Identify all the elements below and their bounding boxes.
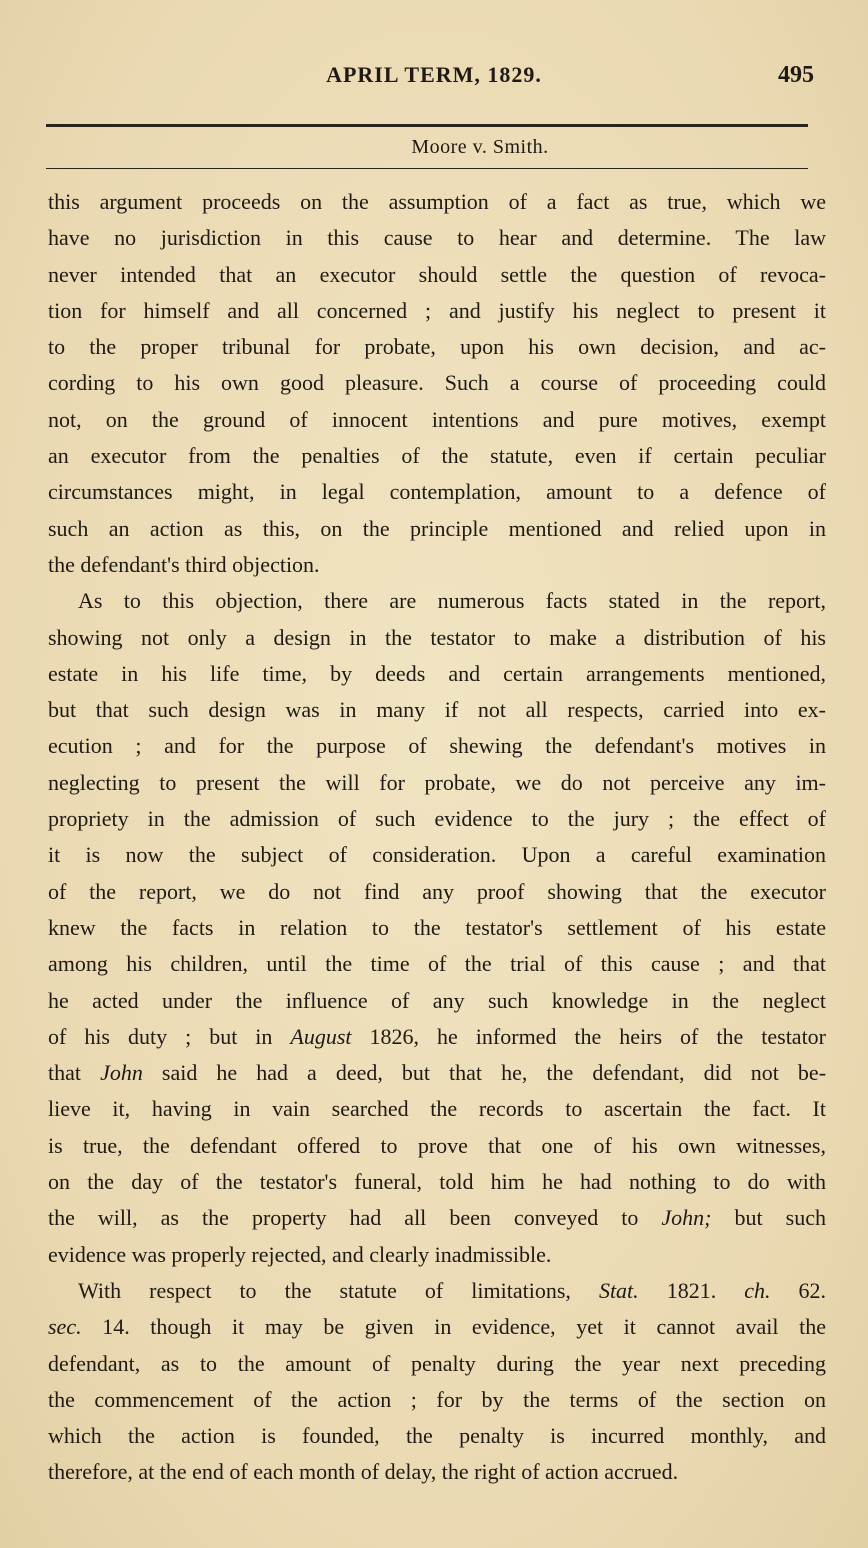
text-line: ecution ; and for the purpose of shewing the defendant's motives in [48,733,826,759]
text-line: propriety in the admission of such evidence to the jury ; the effect of [48,806,826,832]
header-rule-bottom [46,168,808,169]
text-line: but that such design was in many if not all respects, carried into ex- [48,697,826,723]
text-line: among his children, until the time of the trial of this cause ; and that [48,951,826,977]
text-line: showing not only a design in the testator to make a distribution of his [48,624,826,650]
text-segment: 1826, he informed the heirs of the testator [369,1023,827,1049]
text-line: never intended that an executor should settle the question of revoca- [48,261,826,287]
italic-text: John [100,1060,143,1086]
text-line: tion for himself and all concerned ; and justify his neglect to present it [48,297,826,323]
text-line: not, on the ground of innocent intentions and pure motives, exempt [48,406,826,432]
text-line: on the day of the testator's funeral, told him he had nothing to do with [48,1169,826,1195]
text-segment: of his duty ; but in [48,1023,273,1049]
text-line: knew the facts in relation to the testator's settlement of his estate [48,914,826,940]
text-line [48,1273,826,1309]
text-segment: the will, as the property had all been conveyed to [48,1205,639,1231]
running-title: APRIL TERM, 1829. [326,62,542,87]
text-line: the commencement of the action ; for by the terms of the section on [48,1386,826,1412]
text-line: an executor from the penalties of the statute, even if certain peculiar [48,443,826,469]
text-line: is true, the defendant offered to prove that one of his own witnesses, [48,1132,826,1158]
text-segment: that [48,1060,81,1086]
text-line: lieve it, having in vain searched the records to ascertain the fact. It [48,1096,826,1122]
italic-text: ch. [744,1277,771,1303]
running-head [48,62,820,92]
text-line: As to this objection, there are numerous facts stated in the report, [78,588,826,614]
body-text [48,184,826,1491]
text-line: circumstances might, in legal contemplation, amount to a defence of [48,479,826,505]
italic-text: sec. [48,1314,82,1340]
text-line: therefore, at the end of each month of delay, the right of action accrued. [48,1459,679,1485]
case-name: Moore v. Smith. [411,136,549,158]
text-line [48,1309,826,1345]
text-line: it is now the subject of consideration. Upon a careful examination [48,842,826,868]
text-segment: 1821. [666,1277,717,1303]
text-line: the defendant's third objection. [48,551,320,577]
italic-text: John; [661,1205,712,1231]
text-segment: but such [734,1205,827,1231]
text-line: such an action as this, on the principle mentioned and relied upon in [48,515,826,541]
text-line [48,1055,826,1091]
text-line: have no jurisdiction in this cause to hear and determine. The law [48,225,826,251]
text-line: cording to his own good pleasure. Such a course of proceeding could [48,370,826,396]
text-line: defendant, as to the amount of penalty during the year next preceding [48,1350,826,1376]
text-line: which the action is founded, the penalty is incurred monthly, and [48,1423,826,1449]
text-line: evidence was properly rejected, and clearly inadmissible. [48,1241,552,1267]
text-line: estate in his life time, by deeds and certain arrangements mentioned, [48,660,826,686]
text-segment: 14. though it may be given in evidence, yet it cannot avail the [102,1314,826,1340]
text-line: he acted under the influence of any such knowledge in the neglect [48,987,826,1013]
text-segment: 62. [798,1277,827,1303]
italic-text: August [290,1023,352,1049]
text-line: of the report, we do not find any proof showing that the executor [48,878,826,904]
text-line: to the proper tribunal for probate, upon his own decision, and ac- [48,334,826,360]
text-line [48,1019,826,1055]
text-line: this argument proceeds on the assumption of a fact as true, which we [48,189,826,214]
text-line [48,1200,826,1236]
text-segment: said he had a deed, but that he, the defendant, did not be- [161,1060,827,1086]
header-rule-top [46,124,808,127]
page-number: 495 [778,62,814,88]
text-line: neglecting to present the will for probate, we do not perceive any im- [48,769,826,795]
italic-text: Stat. [598,1277,639,1303]
text-segment: With respect to the statute of limitations, [78,1277,571,1303]
